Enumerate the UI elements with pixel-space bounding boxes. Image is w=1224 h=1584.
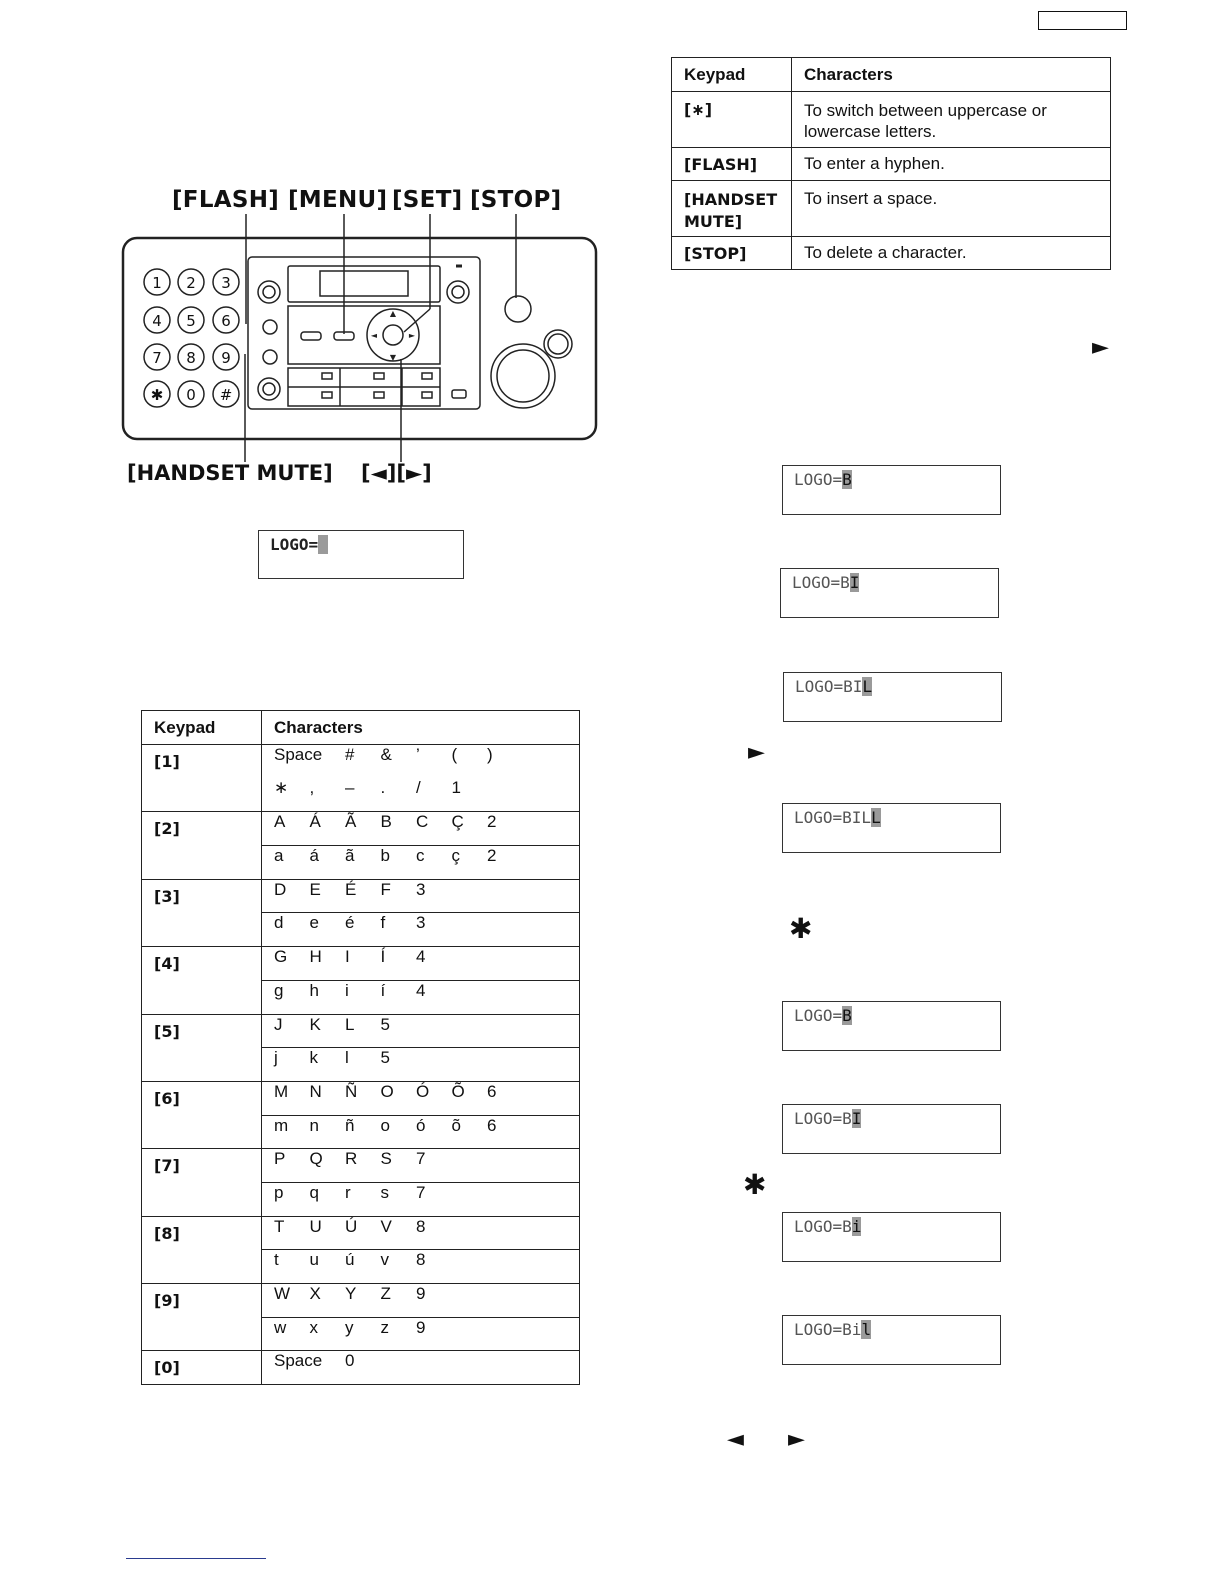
table-row xyxy=(142,1351,580,1385)
character: Ç xyxy=(451,812,464,832)
character: x xyxy=(309,1317,318,1337)
character: k xyxy=(309,1048,318,1068)
character: Q xyxy=(309,1149,323,1169)
character: H xyxy=(309,947,322,967)
key-7: 7 xyxy=(152,349,162,367)
key-3: 3 xyxy=(221,274,231,292)
side-key: [FLASH] xyxy=(672,148,792,181)
keypad-key: [6] xyxy=(142,1081,262,1148)
character: 7 xyxy=(416,1182,426,1202)
character-cell xyxy=(262,879,580,913)
character: d xyxy=(274,913,284,933)
character: r xyxy=(345,1182,351,1202)
character: K xyxy=(309,1014,321,1034)
character-cell xyxy=(262,1317,580,1351)
table-row xyxy=(142,812,580,846)
character: a xyxy=(274,846,284,866)
lcd-step-1: LOGO=B xyxy=(782,465,1001,515)
character: ñ xyxy=(345,1115,355,1135)
character: L xyxy=(345,1014,355,1034)
character: í xyxy=(380,980,386,1000)
character-cell xyxy=(262,1284,580,1318)
flash-label: [FLASH] xyxy=(172,187,280,213)
character-cell xyxy=(262,913,580,947)
character: C xyxy=(416,812,429,832)
character: ã xyxy=(345,846,355,866)
svg-text:▼: ▼ xyxy=(389,353,397,362)
character: G xyxy=(274,947,288,967)
character: q xyxy=(309,1182,319,1202)
right-arrow-icon: ► xyxy=(788,1427,805,1452)
character: Á xyxy=(309,812,321,832)
character-cell xyxy=(262,1149,580,1183)
footer-divider xyxy=(126,1558,266,1559)
key-4: 4 xyxy=(152,312,162,330)
character: é xyxy=(345,913,355,933)
character: Õ xyxy=(451,1081,465,1101)
table-row xyxy=(142,947,580,981)
key-8: 8 xyxy=(186,349,196,367)
character: O xyxy=(380,1081,394,1101)
keypad-key: [8] xyxy=(142,1216,262,1283)
right-arrow-icon: ► xyxy=(1092,335,1109,360)
character: Ó xyxy=(416,1081,430,1101)
character: M xyxy=(274,1081,289,1101)
character: á xyxy=(309,846,319,866)
character-cell xyxy=(262,1115,580,1149)
side-key: [STOP] xyxy=(672,237,792,270)
character: . xyxy=(380,778,386,798)
page-number-box xyxy=(1038,11,1127,30)
character: 8 xyxy=(416,1216,426,1236)
arrow-keys-label: [◄][►] xyxy=(361,461,432,485)
star-key-icon: ✱ xyxy=(743,1168,767,1201)
character: X xyxy=(309,1284,321,1303)
character: , xyxy=(309,778,315,798)
menu-label: [MENU] xyxy=(288,187,388,213)
character: 6 xyxy=(487,1081,497,1101)
character-cell xyxy=(262,1048,580,1082)
table-row xyxy=(142,745,580,779)
character: g xyxy=(274,980,284,1000)
table-row xyxy=(142,1284,580,1318)
character: v xyxy=(380,1250,389,1270)
character: f xyxy=(380,913,386,933)
key-5: 5 xyxy=(186,312,196,330)
character: B xyxy=(380,812,392,832)
character: V xyxy=(380,1216,392,1236)
keypad-key: [4] xyxy=(142,947,262,1014)
key-hash: # xyxy=(219,386,233,404)
character: j xyxy=(274,1048,278,1068)
character: Ú xyxy=(345,1216,358,1236)
keypad-key: [3] xyxy=(142,879,262,946)
character: z xyxy=(380,1317,389,1337)
side-key: [HANDSET MUTE] xyxy=(672,181,792,237)
character: ’ xyxy=(416,745,420,764)
key-1: 1 xyxy=(152,274,162,292)
character: s xyxy=(380,1182,389,1202)
character: É xyxy=(345,879,357,899)
col-header-keypad: Keypad xyxy=(142,711,262,745)
character: 0 xyxy=(345,1351,355,1371)
character: 3 xyxy=(416,879,426,899)
character: p xyxy=(274,1182,284,1202)
special-keys-table xyxy=(671,57,1111,270)
character: 1 xyxy=(451,778,461,798)
character: W xyxy=(274,1284,291,1303)
keypad-key: [7] xyxy=(142,1149,262,1216)
character: 7 xyxy=(416,1149,426,1169)
character-cell xyxy=(262,1182,580,1216)
character: l xyxy=(345,1048,349,1068)
keypad-key: [0] xyxy=(142,1351,262,1385)
character: ) xyxy=(487,745,493,764)
character: / xyxy=(416,778,421,798)
table-row xyxy=(142,1014,580,1048)
character: Ã xyxy=(345,812,357,832)
character: S xyxy=(380,1149,392,1169)
table-row xyxy=(142,1149,580,1183)
keypad-key: [9] xyxy=(142,1284,262,1351)
lcd-display-main: LOGO= xyxy=(258,530,464,579)
character: 2 xyxy=(487,812,497,832)
character: w xyxy=(274,1317,287,1337)
character: Ñ xyxy=(345,1081,358,1101)
character-cell xyxy=(262,947,580,981)
lcd-step-7: LOGO=Bi xyxy=(782,1212,1001,1262)
character-cell xyxy=(262,1351,580,1385)
character-cell xyxy=(262,778,580,812)
character-cell xyxy=(262,846,580,880)
left-arrow-icon: ◄ xyxy=(727,1427,744,1452)
character: T xyxy=(274,1216,285,1236)
character: E xyxy=(309,879,321,899)
side-header-keypad: Keypad xyxy=(672,58,792,92)
character-cell xyxy=(262,1250,580,1284)
side-desc: To delete a character. xyxy=(792,237,1111,270)
character: y xyxy=(345,1317,354,1337)
keypad-key: [5] xyxy=(142,1014,262,1081)
character: m xyxy=(274,1115,289,1135)
svg-text:►: ► xyxy=(408,331,416,340)
set-label: [SET] xyxy=(392,187,463,213)
character: 9 xyxy=(416,1317,426,1337)
side-desc: To switch between uppercase or lowercase letters. xyxy=(792,92,1111,148)
character-table xyxy=(141,710,580,1385)
star-key-icon: ✱ xyxy=(789,912,813,945)
character: n xyxy=(309,1115,319,1135)
character: 4 xyxy=(416,947,426,967)
keypad-key: [1] xyxy=(142,745,262,812)
character: Space xyxy=(274,745,323,764)
character: 2 xyxy=(487,846,497,866)
character: D xyxy=(274,879,287,899)
character: 9 xyxy=(416,1284,426,1303)
lcd-step-5: LOGO=B xyxy=(782,1001,1001,1051)
character: 5 xyxy=(380,1048,390,1068)
character: t xyxy=(274,1250,279,1270)
character: N xyxy=(309,1081,322,1101)
handset-mute-label: [HANDSET MUTE] xyxy=(127,461,333,485)
character-cell xyxy=(262,1216,580,1250)
character: 3 xyxy=(416,913,426,933)
character: c xyxy=(416,846,425,866)
character: ó xyxy=(416,1115,426,1135)
col-header-characters: Characters xyxy=(262,711,580,745)
side-key: [∗] xyxy=(672,92,792,148)
side-header-characters: Characters xyxy=(792,58,1111,92)
lcd-step-4: LOGO=BILL xyxy=(782,803,1001,853)
key-0: 0 xyxy=(186,386,196,404)
character: P xyxy=(274,1149,286,1169)
character: o xyxy=(380,1115,390,1135)
character: 8 xyxy=(416,1250,426,1270)
svg-text:▲: ▲ xyxy=(389,309,397,318)
character: A xyxy=(274,812,286,832)
character: 4 xyxy=(416,980,426,1000)
fax-device-diagram xyxy=(118,214,602,464)
lcd-cursor xyxy=(318,535,328,554)
character: J xyxy=(274,1014,283,1034)
character-cell xyxy=(262,812,580,846)
right-arrow-icon: ► xyxy=(748,740,765,765)
key-star: ✱ xyxy=(150,386,164,404)
side-desc: To insert a space. xyxy=(792,181,1111,237)
character: & xyxy=(380,745,392,764)
side-desc: To enter a hyphen. xyxy=(792,148,1111,181)
table-row xyxy=(142,1216,580,1250)
lcd-step-2: LOGO=BI xyxy=(780,568,999,618)
character: i xyxy=(345,980,349,1000)
character: – xyxy=(345,778,355,798)
character: R xyxy=(345,1149,358,1169)
character: ç xyxy=(451,846,460,866)
character: U xyxy=(309,1216,322,1236)
character-cell xyxy=(262,745,580,779)
character-cell xyxy=(262,980,580,1014)
key-2: 2 xyxy=(186,274,196,292)
character: ( xyxy=(451,745,458,764)
lcd-step-3: LOGO=BIL xyxy=(783,672,1002,722)
character: e xyxy=(309,913,319,933)
character: F xyxy=(380,879,391,899)
character: Í xyxy=(380,947,386,967)
character: b xyxy=(380,846,390,866)
character: 5 xyxy=(380,1014,390,1034)
table-row xyxy=(142,1081,580,1115)
character-cell xyxy=(262,1081,580,1115)
character: ∗ xyxy=(274,778,289,798)
stop-label: [STOP] xyxy=(470,187,562,213)
character: 6 xyxy=(487,1115,497,1135)
character: u xyxy=(309,1250,319,1270)
svg-text:◄: ◄ xyxy=(370,331,378,340)
character: h xyxy=(309,980,319,1000)
character: I xyxy=(345,947,350,967)
key-9: 9 xyxy=(221,349,231,367)
keypad-key: [2] xyxy=(142,812,262,879)
character-cell xyxy=(262,1014,580,1048)
character: Space xyxy=(274,1351,323,1371)
character: Y xyxy=(345,1284,357,1303)
character: ú xyxy=(345,1250,355,1270)
character: Z xyxy=(380,1284,391,1303)
lcd-step-6: LOGO=BI xyxy=(782,1104,1001,1154)
character: õ xyxy=(451,1115,461,1135)
table-row xyxy=(142,879,580,913)
lcd-step-8: LOGO=Bil xyxy=(782,1315,1001,1365)
key-6: 6 xyxy=(221,312,231,330)
character: # xyxy=(345,745,355,764)
